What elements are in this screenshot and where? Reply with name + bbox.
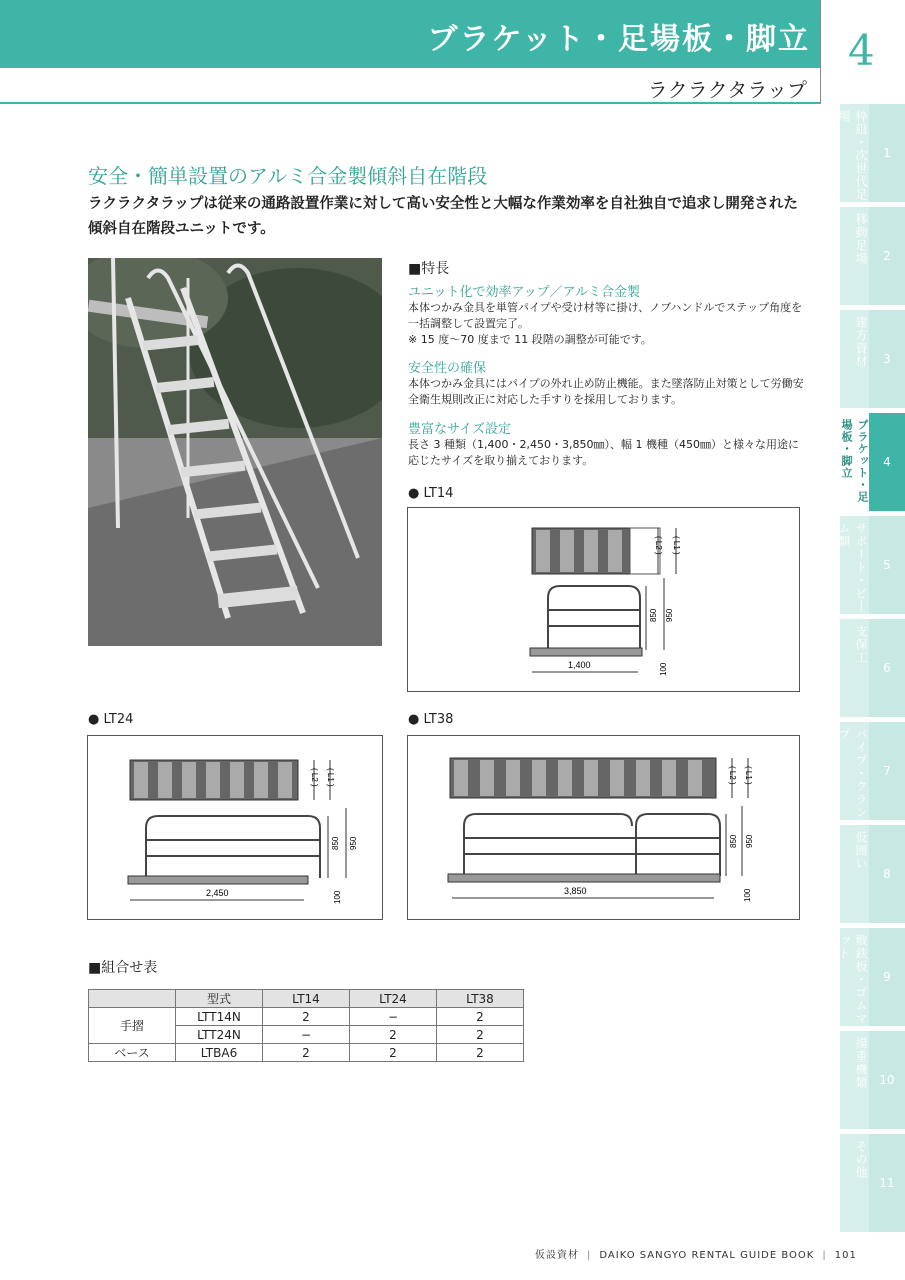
dim-l2: ( L2 ) — [654, 536, 663, 555]
stair-plan-view — [532, 528, 660, 574]
group-base: ベース — [89, 1044, 176, 1062]
feature-title-efficiency: ユニット化で効率アップ／アルミ合金製 — [408, 285, 641, 300]
tab-label: 移動足場 — [854, 213, 868, 265]
table-header-lt38: LT38 — [437, 990, 524, 1008]
cell-lt14: 2 — [263, 1044, 350, 1062]
tab-number: 6 — [869, 619, 905, 717]
tab-label: 建方資材 — [854, 316, 868, 368]
table-header-blank — [89, 990, 176, 1008]
tab-number: 1 — [869, 104, 905, 202]
feature-note-angle: ※ 15 度〜70 度まで 11 段階の調整が可能です。 — [408, 333, 652, 346]
tab-chapter-9[interactable] — [837, 928, 905, 1026]
tab-number: 10 — [869, 1031, 905, 1129]
tab-chapter-8[interactable] — [840, 825, 905, 923]
header-divider — [0, 102, 820, 104]
dim-950: 950 — [745, 834, 754, 848]
dim-l1: ( L1 ) — [326, 768, 335, 787]
dim-100: 100 — [659, 662, 668, 676]
page-footer: 仮設資材 | DAIKO SANGYO RENTAL GUIDE BOOK | 101 — [535, 1250, 857, 1261]
tab-label: その他 — [854, 1140, 868, 1179]
chapter-number: 4 — [848, 26, 875, 75]
dim-length-lt24: 2,450 — [206, 888, 229, 898]
tab-chapter-7[interactable] — [837, 722, 905, 820]
dim-100: 100 — [333, 890, 342, 904]
tab-number: 4 — [869, 413, 905, 511]
table-header-row — [89, 990, 524, 1008]
diagram-label-lt38: ● LT38 — [408, 712, 454, 727]
feature-text-safety: 本体つかみ金具にはパイプの外れ止め防止機能。また墜落防止対策として労働安全衛生規則改正に対応した手すりを採用しております。 — [408, 377, 804, 406]
tab-chapter-5[interactable] — [837, 516, 905, 614]
footer-book-title: DAIKO SANGYO RENTAL GUIDE BOOK — [599, 1250, 815, 1261]
table-header-lt24: LT24 — [350, 990, 437, 1008]
tab-number: 5 — [869, 516, 905, 614]
tab-label: 枠組・次世代足場 — [837, 110, 868, 201]
cell-lt14: 2 — [263, 1008, 350, 1026]
dim-l1: ( L1 ) — [672, 536, 681, 555]
cell-lt38: 2 — [437, 1044, 524, 1062]
features-heading: ■特長 — [408, 261, 450, 277]
tab-number: 9 — [869, 928, 905, 1026]
cell-lt24: 2 — [350, 1044, 437, 1062]
tab-label: 敷鉄板・ゴムマット — [837, 934, 868, 1025]
feature-title-safety: 安全性の確保 — [408, 361, 487, 376]
tab-label: サポート・ビーム類 — [837, 522, 868, 613]
cell-lt24: 2 — [350, 1026, 437, 1044]
combination-table — [88, 989, 524, 1062]
dim-850: 850 — [649, 608, 658, 622]
tab-label: 仮囲い — [854, 831, 868, 870]
dim-length-lt38: 3,850 — [564, 886, 587, 896]
cell-model: LTT24N — [176, 1026, 263, 1044]
dim-l2: ( L2 ) — [310, 768, 319, 787]
product-photo — [88, 258, 382, 646]
table-row — [89, 1044, 524, 1062]
diagram-lt24 — [87, 735, 383, 920]
combination-table-heading: ■組合せ表 — [88, 960, 158, 976]
header-vertical-divider — [820, 0, 821, 104]
dim-850: 850 — [331, 836, 340, 850]
product-subtitle: ラクラクタラップ — [647, 78, 807, 102]
tab-chapter-11[interactable] — [840, 1134, 905, 1232]
tab-chapter-1[interactable] — [837, 104, 905, 202]
section-heading: 安全・簡単設置のアルミ合金製傾斜自在階段 — [88, 164, 488, 188]
tab-label: ブラケット・足場板・脚立 — [840, 419, 869, 503]
cell-model: LTT14N — [176, 1008, 263, 1026]
dim-850: 850 — [729, 834, 738, 848]
feature-text-efficiency: 本体つかみ金具を単管パイプや受け材等に掛け、ノブハンドルでステップ角度を一括調整して設置完了。 — [408, 301, 803, 330]
dim-950: 950 — [665, 608, 674, 622]
chapter-title: ブラケット・足場板・脚立 — [427, 22, 810, 57]
tab-number: 8 — [869, 825, 905, 923]
tab-label: 揚重機類 — [854, 1037, 868, 1089]
tab-number: 7 — [869, 722, 905, 820]
diagram-label-lt14: ● LT14 — [408, 486, 454, 501]
cell-lt38: 2 — [437, 1008, 524, 1026]
tab-chapter-2[interactable] — [840, 207, 905, 305]
diagram-lt38 — [407, 735, 800, 920]
group-handrail: 手摺 — [89, 1008, 176, 1044]
tab-number: 2 — [869, 207, 905, 305]
dim-l1: ( L1 ) — [744, 766, 753, 785]
cell-lt38: 2 — [437, 1026, 524, 1044]
cell-lt14: − — [263, 1026, 350, 1044]
dim-950: 950 — [349, 836, 358, 850]
cell-lt24: − — [350, 1008, 437, 1026]
dim-100: 100 — [743, 888, 752, 902]
intro-text: ラクラクタラップは従来の通路設置作業に対して高い安全性と大幅な作業効率を自社独自で追求し開発された傾斜自在階段ユニットです。 — [88, 196, 798, 237]
tab-label: パイプ・クランプ — [837, 728, 868, 819]
tab-chapter-6[interactable] — [840, 619, 905, 717]
diagram-label-lt24: ● LT24 — [88, 712, 134, 727]
feature-title-sizes: 豊富なサイズ設定 — [408, 422, 511, 437]
tab-number: 11 — [869, 1134, 905, 1232]
table-row — [89, 1008, 524, 1026]
footer-category: 仮設資材 — [535, 1250, 579, 1261]
tab-number: 3 — [869, 310, 905, 408]
tab-chapter-4[interactable] — [840, 413, 905, 511]
feature-text-sizes: 長さ 3 種類（1,400・2,450・3,850㎜）、幅 1 機種（450㎜）と様々な用途に応じたサイズを取り揃えております。 — [408, 438, 799, 467]
dim-length-lt14: 1,400 — [568, 660, 591, 670]
tab-chapter-10[interactable] — [840, 1031, 905, 1129]
table-header-lt14: LT14 — [263, 990, 350, 1008]
tab-label: 支保工 — [854, 625, 868, 664]
cell-model: LTBA6 — [176, 1044, 263, 1062]
diagram-lt14 — [407, 507, 800, 692]
tab-chapter-3[interactable] — [840, 310, 905, 408]
page-number: 101 — [834, 1250, 857, 1261]
dim-l2: ( L2 ) — [728, 766, 737, 785]
table-header-model: 型式 — [176, 990, 263, 1008]
